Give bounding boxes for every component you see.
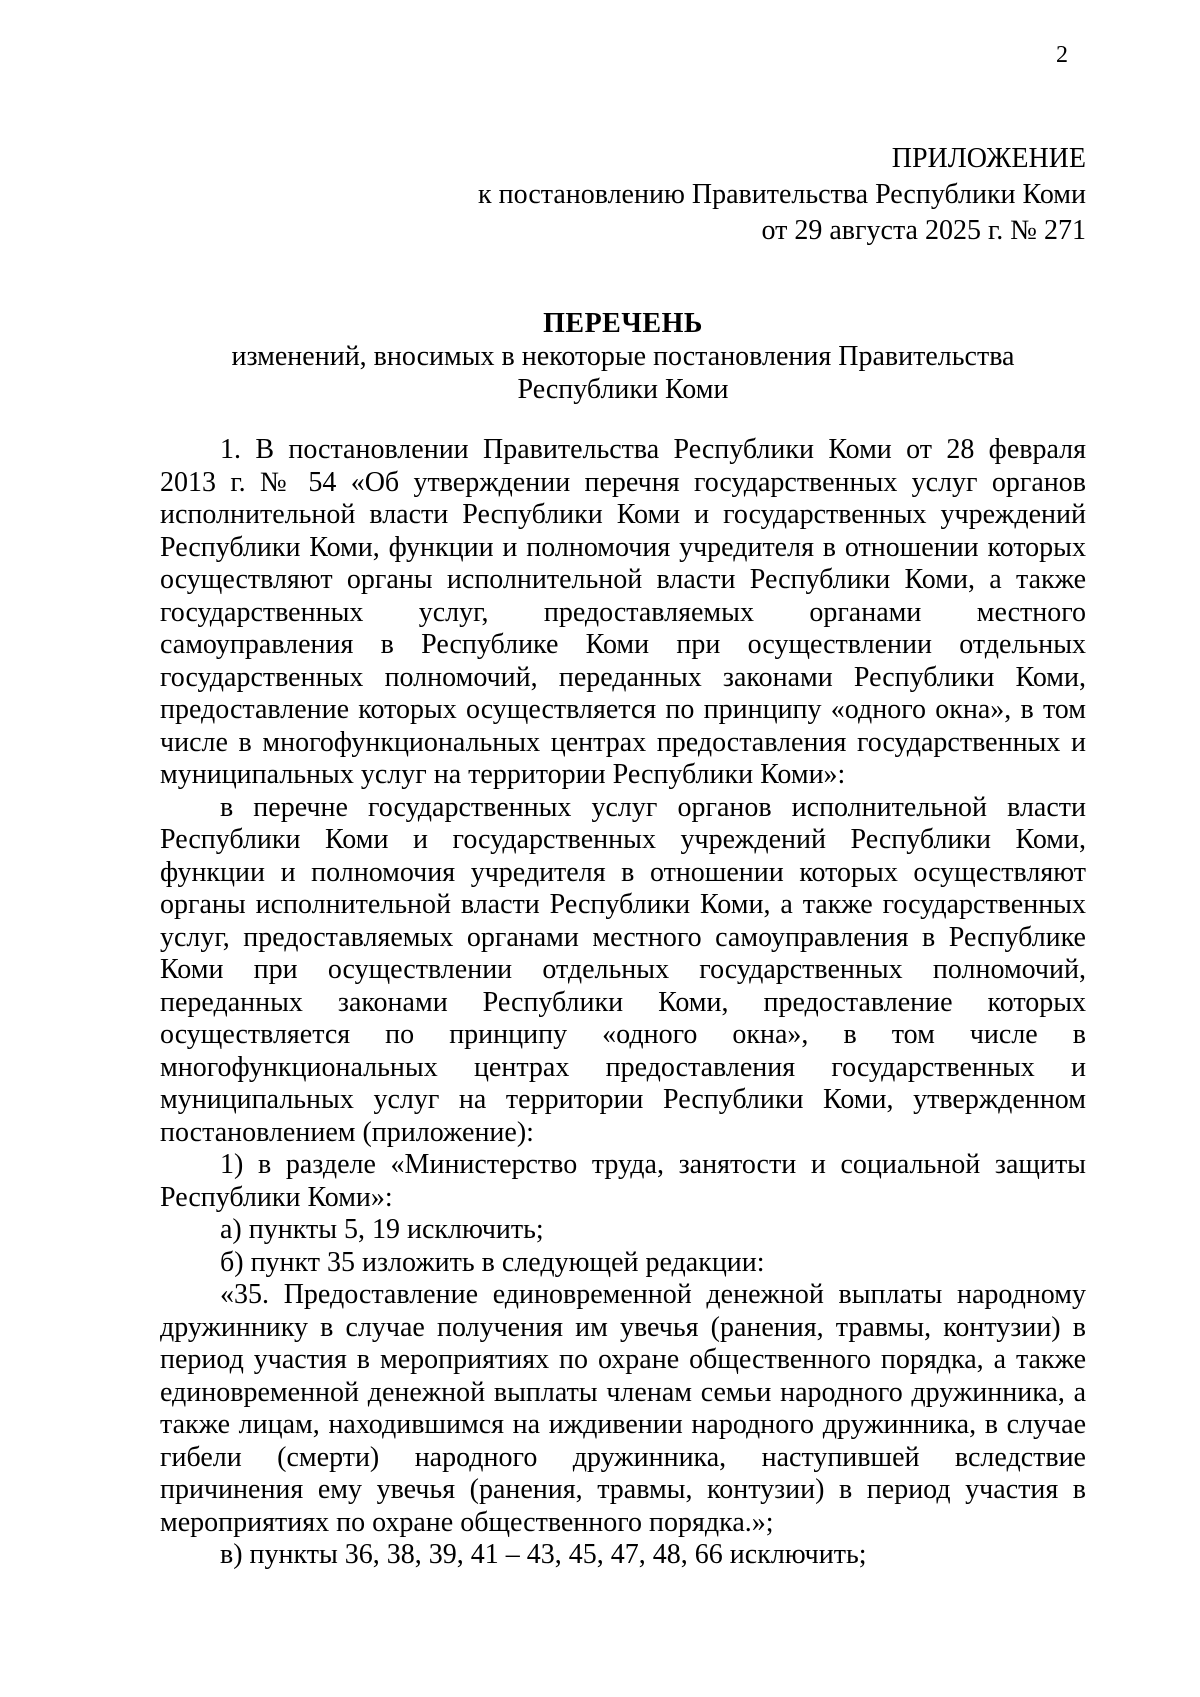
text-line: муниципальных услуг на территории Республики Коми, утвержденном bbox=[160, 1084, 1086, 1115]
text-line: осуществляется по принципу «одного окна», в том числе в bbox=[160, 1019, 1086, 1050]
text-line: дружиннику в случае получения им увечья (ранения, травмы, контузии) в bbox=[160, 1311, 1086, 1343]
appendix-title: ПРИЛОЖЕНИЕ bbox=[891, 143, 1086, 174]
text-line: постановлением (приложение): bbox=[160, 1116, 534, 1148]
text-line: переданных законами Республики Коми, предоставление которых bbox=[160, 986, 1086, 1018]
paragraph-4 bbox=[160, 1214, 1086, 1247]
text-line: государственных полномочий, переданных законами Республики Коми, bbox=[160, 661, 1086, 693]
document-body bbox=[160, 434, 1086, 1572]
paragraph-7 bbox=[160, 1539, 1086, 1572]
text-line: Республики Коми и государственных учреждений Республики Коми, bbox=[160, 824, 1086, 855]
appendix-reference: к постановлению Правительства Республики Коми bbox=[478, 179, 1086, 210]
text-line: б) пункт 35 изложить в следующей редакции: bbox=[220, 1246, 765, 1278]
appendix-date-number: от 29 августа 2025 г. № 271 bbox=[761, 215, 1086, 246]
text-line: «35. Предоставление единовременной денежной выплаты народному bbox=[220, 1279, 1086, 1310]
paragraph-6 bbox=[160, 1279, 1086, 1539]
text-line: 1. В постановлении Правительства Республики Коми от 28 февраля bbox=[220, 434, 1086, 465]
text-line: единовременной денежной выплаты членам семьи народного дружинника, а bbox=[160, 1376, 1086, 1408]
text-line: 2013 г. № 54 «Об утверждении перечня государственных услуг органов bbox=[160, 466, 1086, 498]
text-line: самоуправления в Республике Коми при осуществлении отдельных bbox=[160, 629, 1086, 660]
appendix-block bbox=[478, 141, 1086, 249]
paragraph-2 bbox=[160, 792, 1086, 1150]
document-heading bbox=[160, 307, 1086, 406]
text-line: Коми при осуществлении отдельных государственных полномочий, bbox=[160, 954, 1086, 985]
heading-subtitle-line: изменений, вносимых в некоторые постановления Правительства bbox=[231, 341, 1015, 372]
heading-subtitle-line: Республики Коми bbox=[517, 374, 729, 405]
text-line: муниципальных услуг на территории Республики Коми»: bbox=[160, 759, 846, 790]
page-number: 2 bbox=[1056, 42, 1068, 68]
paragraph-5 bbox=[160, 1247, 1086, 1280]
text-line: в перечне государственных услуг органов исполнительной власти bbox=[220, 791, 1086, 823]
text-line: предоставление которых осуществляется по принципу «одного окна», в том bbox=[160, 694, 1086, 725]
text-line: исполнительной власти Республики Коми и государственных учреждений bbox=[160, 499, 1086, 530]
paragraph-3 bbox=[160, 1149, 1086, 1214]
text-line: числе в многофункциональных центрах предоставления государственных и bbox=[160, 726, 1086, 758]
text-line: мероприятиях по охране общественного порядка.»; bbox=[160, 1506, 774, 1538]
text-line: Республики Коми, функции и полномочия учредителя в отношении которых bbox=[160, 531, 1086, 563]
text-line: многофункциональных центрах предоставления государственных и bbox=[160, 1051, 1086, 1083]
text-line: в) пункты 36, 38, 39, 41 – 43, 45, 47, 48, 66 исключить; bbox=[220, 1539, 867, 1570]
text-line: гибели (смерти) народного дружинника, наступившей вследствие bbox=[160, 1441, 1086, 1473]
text-line: услуг, предоставляемых органами местного самоуправления в Республике bbox=[160, 921, 1086, 953]
text-line: причинения ему увечья (ранения, травмы, контузии) в период участия в bbox=[160, 1474, 1086, 1505]
text-line: функции и полномочия учредителя в отношении которых осуществляют bbox=[160, 856, 1086, 888]
text-line: период участия в мероприятиях по охране общественного порядка, а также bbox=[160, 1344, 1086, 1375]
heading-title: ПЕРЕЧЕНЬ bbox=[543, 308, 703, 339]
text-line: государственных услуг, предоставляемых органами местного bbox=[160, 596, 1086, 628]
text-line: органы исполнительной власти Республики Коми, а также государственных bbox=[160, 889, 1086, 920]
text-line: осуществляют органы исполнительной власти Республики Коми, а также bbox=[160, 564, 1086, 595]
text-line: 1) в разделе «Министерство труда, занятости и социальной защиты bbox=[220, 1149, 1086, 1180]
text-line: а) пункты 5, 19 исключить; bbox=[220, 1214, 544, 1245]
text-line: Республики Коми»: bbox=[160, 1181, 393, 1213]
paragraph-1 bbox=[160, 434, 1086, 792]
text-line: также лицам, находившимся на иждивении народного дружинника, в случае bbox=[160, 1409, 1086, 1440]
